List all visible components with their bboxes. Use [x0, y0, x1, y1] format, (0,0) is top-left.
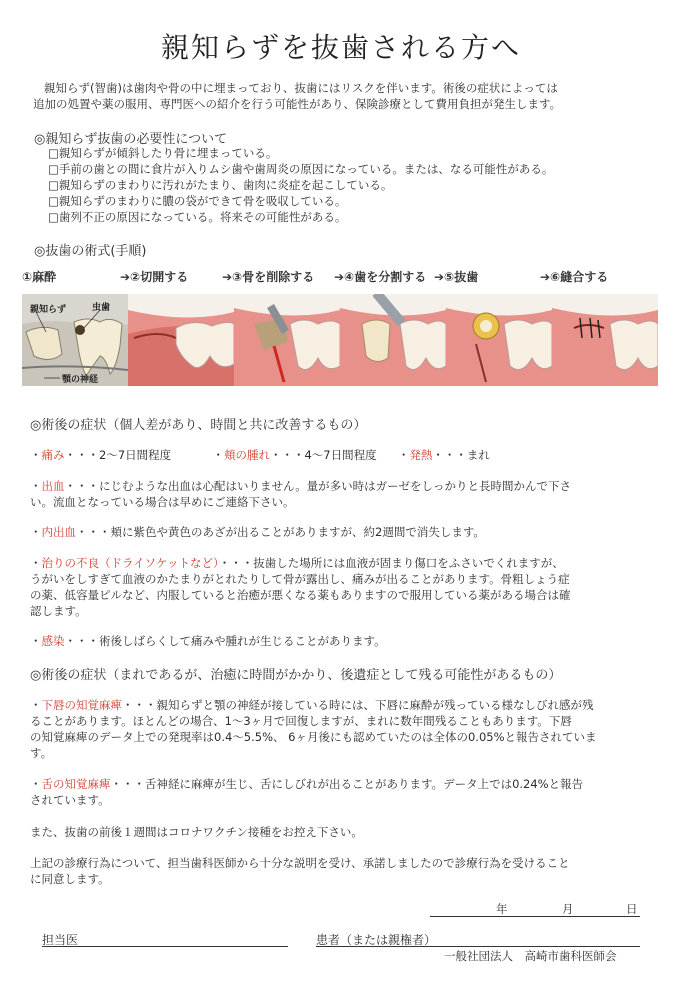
date-month-label: 月	[562, 902, 574, 916]
symptoms-heading-1: ◎術後の症状（個人差があり、時間と共に改善するもの）	[30, 418, 367, 433]
step-5-extract: ➔⑤抜歯	[434, 270, 479, 284]
tongue-numbness-line-1: ・舌の知覚麻痺・・・舌神経に麻痺が生じ、舌にしびれが出ることがあります。データ上では0.24%と報告	[30, 777, 584, 791]
symptoms-heading-2: ◎術後の症状（まれであるが、治癒に時間がかかり、後遺症として残る可能性があるもの）	[30, 668, 562, 683]
bruise-term: 内出血	[41, 525, 76, 539]
bone-removal-illustration	[234, 294, 340, 386]
necessity-item: □手前の歯との間に食片が入りムシ歯や歯周炎の原因になっている。または、なる可能性がある。	[48, 162, 554, 176]
consent-line-2: に同意します。	[30, 872, 110, 886]
vaccine-note: また、抜歯の前後１週間はコロナワクチン接種をお控え下さい。	[30, 825, 363, 839]
consent-line-1: 上記の診療行為について、担当歯科医師から十分な説明を受け、承諾しましたので診療行為を受けること	[30, 856, 570, 870]
tooth-split-illustration	[340, 294, 446, 386]
label-wisdom-tooth: 親知らず	[30, 305, 67, 315]
dry-socket-line-1: ・治りの不良（ドライソケットなど）・・・抜歯した場所には血液が固まり傷口をふさいでくれますが、	[30, 556, 564, 570]
intro-line-2: 追加の処置や薬の服用、専門医への紹介を行う可能性があり、保険診療として費用負担が発生します。	[33, 97, 562, 111]
swelling-desc: ・・・4〜7日間程度	[269, 448, 377, 462]
fever-term: 発熱	[409, 448, 433, 462]
lip-numbness-line-4: す。	[30, 746, 53, 760]
panel-incision	[128, 294, 234, 386]
panel-extraction	[446, 294, 552, 386]
infection-term: 感染	[41, 634, 65, 648]
bleeding-term: 出血	[41, 479, 65, 493]
patient-signature-label: 患者（または親権者）	[316, 933, 437, 947]
dry-socket-term: 治りの不良（ドライソケットなど）	[41, 556, 219, 570]
tongue-numbness-line-2: されています。	[30, 793, 110, 807]
date-day-label: 日	[626, 902, 638, 916]
procedure-heading: ◎抜歯の術式(手順)	[34, 244, 147, 259]
date-line[interactable]	[430, 916, 640, 917]
lip-numbness-line-1: ・下唇の知覚麻痺・・・親知らずと顎の神経が接している時には、下唇に麻酔が残っている様なしびれ感が残	[30, 698, 594, 712]
infection-line: ・感染・・・術後しばらくして痛みや腫れが生じることがあります。	[30, 634, 386, 648]
lip-numbness-line-2: ることがあります。ほとんどの場合、1〜3ヶ月で回復しますが、まれに数年間残ることもあります。下唇	[30, 714, 572, 728]
bruise-line: ・内出血・・・頬に紫色や黄色のあざが出ることがありますが、約2週間で消失します。	[30, 525, 485, 539]
panel-bone-removal	[234, 294, 340, 386]
suture-illustration	[552, 294, 658, 386]
incision-illustration	[128, 294, 234, 386]
label-nerve: 顎の神経	[62, 375, 99, 385]
panel-anatomy	[22, 294, 128, 386]
step-2-incision: ➔②切開する	[120, 270, 189, 284]
date-year-label: 年	[496, 902, 508, 916]
bleeding-line-2: い。流血となっている場合は早めにご連絡下さい。	[30, 495, 295, 509]
tongue-numbness-term: 舌の知覚麻痺	[41, 777, 111, 791]
lip-numbness-line-3: の知覚麻痺のデータ上での発現率は0.4〜5.5%、 6ヶ月後にも認めていたのは全体の0.05%と報告されていま	[30, 730, 597, 744]
panel-suture	[552, 294, 658, 386]
fever-desc: ・・・まれ	[432, 448, 490, 462]
step-1-anesthesia: ①麻酔	[22, 270, 57, 284]
necessity-item: □親知らずが傾斜したり骨に埋まっている。	[48, 146, 278, 160]
bleeding-line-1: ・出血・・・にじむような出血は心配はいりません。量が多い時はガーゼをしっかりと長時間かんで下さ	[30, 479, 571, 493]
procedure-illustrations	[22, 294, 658, 386]
panel-tooth-split	[340, 294, 446, 386]
patient-signature-line[interactable]	[316, 946, 640, 947]
page-title: 親知らずを抜歯される方へ	[160, 31, 521, 64]
doctor-signature-label: 担当医	[42, 933, 79, 947]
dry-socket-line-4: 認します。	[30, 604, 87, 618]
step-3-bone: ➔③骨を削除する	[222, 270, 315, 284]
necessity-heading: ◎親知らず抜歯の必要性について	[34, 132, 228, 147]
organization-name: 一般社団法人 高崎市歯科医師会	[444, 949, 617, 963]
swelling-term: 頬の腫れ	[223, 448, 270, 462]
intro-line-1: 親知らず(智歯)は歯肉や骨の中に埋まっており、抜歯にはリスクを伴います。術後の症状によっては	[44, 81, 558, 95]
step-4-split: ➔④歯を分割する	[334, 270, 427, 284]
pain-desc: ・・・2〜7日間程度	[64, 448, 172, 462]
step-6-suture: ➔⑥縫合する	[540, 270, 609, 284]
lip-numbness-term: 下唇の知覚麻痺	[41, 698, 122, 712]
extraction-illustration	[446, 294, 552, 386]
doctor-signature-line[interactable]	[42, 946, 288, 947]
dry-socket-line-2: うがいをしすぎて血液のかたまりがとれたりして骨が露出し、痛みが出ることがあります。骨粗しょう症	[30, 572, 570, 586]
necessity-item: □親知らずのまわりに汚れがたまり、歯肉に炎症を起こしている。	[48, 178, 393, 192]
necessity-item: □歯列不正の原因になっている。将来その可能性がある。	[48, 210, 347, 224]
pain-term: 痛み	[41, 448, 65, 462]
necessity-item: □親知らずのまわりに膿の袋ができて骨を吸収している。	[48, 194, 347, 208]
label-cavity: 虫歯	[92, 303, 111, 313]
dry-socket-line-3: の薬、低容量ピルなど、内服していると治癒が悪くなる薬もありますので服用している薬がある場合は確	[30, 588, 571, 602]
symptom-line-pain-swelling-fever: ・痛み・・・2〜7日間程度 ・頬の腫れ・・・4〜7日間程度 ・発熱・・・まれ	[30, 448, 490, 462]
